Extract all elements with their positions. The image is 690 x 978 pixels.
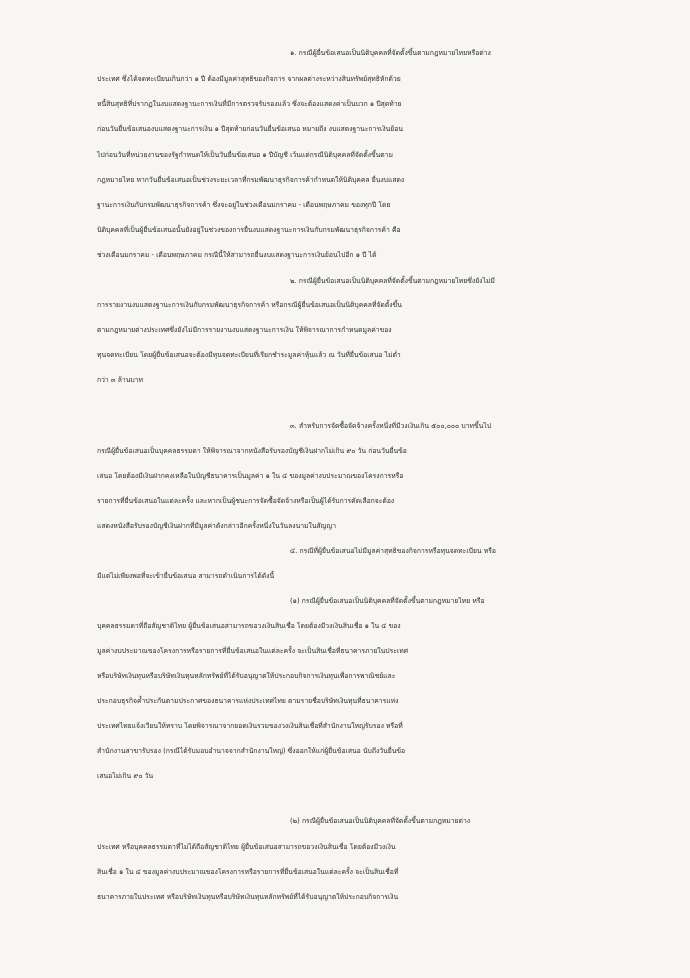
text-line: สินเชื่อ ๑ ใน ๔ ของมูลค่างบประมาณของโครงการหรือรายการที่ยื่นข้อเสนอในแต่ละครั้ง จะเป็นสินเชื่อที่ xyxy=(97,868,399,876)
text-line: ๒. กรณีผู้ยื่นข้อเสนอเป็นนิติบุคคลที่จัดตั้งขึ้นตามกฎหมายไทยซึ่งยังไม่มี xyxy=(290,277,495,285)
text-line: มีแต่ไม่เพียงพอที่จะเข้ายื่นข้อเสนอ สามารถดำเนินการได้ดังนี้ xyxy=(97,572,275,580)
text-line: บุคคลธรรมดาที่ถือสัญชาติไทย ผู้ยื่นข้อเสนอสามารถขอวงเงินสินเชื่อ โดยต้องมีวงเงินสินเชื่อ ๑ ใน ๔ ของ xyxy=(97,622,401,630)
text-line: กว่า ๓ ล้านบาท xyxy=(97,376,143,384)
text-line: (๒) กรณีผู้ยื่นข้อเสนอเป็นนิติบุคคลที่จัดตั้งขึ้นตามกฎหมายต่าง xyxy=(290,817,471,825)
text-line: ประเทศไทยแจ้งเวียนให้ทราบ โดยพิจารณาจากยอดเงินรวมของวงเงินสินเชื่อที่สำนักงานใหญ่รับรอง หรือที่ xyxy=(97,722,403,730)
text-line: เสนอไม่เกิน ๙๐ วัน xyxy=(97,772,154,780)
text-line: ธนาคารภายในประเทศ หรือบริษัทเงินทุนหรือบริษัทเงินทุนหลักทรัพย์ที่ได้รับอนุญาตให้ประกอบกิจการเงิน xyxy=(97,893,399,901)
text-line: เสนอ โดยต้องมีเงินฝากคงเหลือในบัญชีธนาคารเป็นมูลค่า ๑ ใน ๔ ของมูลค่างบประมาณของโครงการหรือ xyxy=(97,472,404,480)
text-line: ทุนจดทะเบียน โดยผู้ยื่นข้อเสนอจะต้องมีทุนจดทะเบียนที่เรียกชำระมูลค่าหุ้นแล้ว ณ วันที่ยื่นข้อเสนอ ไม่ต่ำ xyxy=(97,351,401,359)
text-line: (๑) กรณีผู้ยื่นข้อเสนอเป็นนิติบุคคลที่จัดตั้งขึ้นตามกฎหมายไทย หรือ xyxy=(290,597,485,605)
text-line: รายการที่ยื่นข้อเสนอในแต่ละครั้ง และหากเป็นผู้ชนะการจัดซื้อจัดจ้างหรือเป็นผู้ได้รับการคัดเลือกจะต้อง xyxy=(97,497,395,505)
text-line: ประเทศ ซึ่งได้จดทะเบียนเกินกว่า ๑ ปี ต้องมีมูลค่าสุทธิของกิจการ จากผลต่างระหว่างสินทรัพย์สุทธิหักด้วย xyxy=(97,75,401,83)
text-line: กรณีผู้ยื่นข้อเสนอเป็นบุคคลธรรมดา ให้พิจารณาจากหนังสือรับรองบัญชีเงินฝากไม่เกิน ๙๐ วัน ก่อนวันยื่นข้อ xyxy=(97,447,407,455)
text-line: กฎหมายไทย หากวันยื่นข้อเสนอเป็นช่วงระยะเวลาที่กรมพัฒนาธุรกิจการค้ากำหนดให้นิติบุคคล ยื่นงบแสดง xyxy=(97,176,405,184)
text-line: ๔. กรณีที่ผู้ยื่นข้อเสนอไม่มีมูลค่าสุทธิของกิจการหรือทุนจดทะเบียน หรือ xyxy=(290,547,496,555)
text-line: มูลค่างบประมาณของโครงการหรือรายการที่ยื่นข้อเสนอในแต่ละครั้ง จะเป็นสินเชื่อที่ธนาคารภายในประเทศ xyxy=(97,647,409,655)
text-line: ก่อนวันยื่นข้อเสนองบแสดงฐานะการเงิน ๑ ปีสุดท้ายก่อนวันยื่นข้อเสนอ หมายถึง งบแสดงฐานะการเงินย้อน xyxy=(97,125,404,133)
text-line: การรายงานงบแสดงฐานะการเงินกับกรมพัฒนาธุรกิจการค้า หรือกรณีผู้ยื่นข้อเสนอเป็นนิติบุคคลที่จัดตั้งขึ้น xyxy=(97,301,402,309)
text-line: ๓. สำหรับการจัดซื้อจัดจ้างครั้งหนึ่งที่มีวงเงินเกิน ๕๐๐,๐๐๐ บาทขึ้นไป xyxy=(290,422,492,430)
text-line: ประกอบธุรกิจค้ำประกันตามประกาศของธนาคารแห่งประเทศไทย ตามรายชื่อบริษัทเงินทุนที่ธนาคารแห่ง xyxy=(97,697,399,705)
text-line: ประเทศ หรือบุคคลธรรมดาที่ไม่ได้ถือสัญชาติไทย ผู้ยื่นข้อเสนอสามารถขอวงเงินสินเชื่อ โดยต้องมีวงเงิน xyxy=(97,843,396,851)
text-line: นิติบุคคลที่เป็นผู้ยื่นข้อเสนอนั้นยังอยู่ในช่วงของการยื่นงบแสดงฐานะการเงินกับกรมพัฒนาธุรกิจการค้า คือ xyxy=(97,226,401,234)
text-line: หรือบริษัทเงินทุนหรือบริษัทเงินทุนหลักทรัพย์ที่ได้รับอนุญาตให้ประกอบกิจการเงินทุนเพื่อการพาณิชย์และ xyxy=(97,672,396,680)
text-line: แสดงหนังสือรับรองบัญชีเงินฝากที่มีมูลค่าดังกล่าวอีกครั้งหนึ่งในวันลงนามในสัญญา xyxy=(97,522,337,530)
text-line: ๑. กรณีผู้ยื่นข้อเสนอเป็นนิติบุคคลที่จัดตั้งขึ้นตามกฎหมายไทยหรือต่าง xyxy=(290,49,491,57)
text-line: ไปก่อนวันที่หน่วยงานของรัฐกำหนดให้เป็นวันยื่นข้อเสนอ ๑ ปีบัญชี เว้นแต่กรณีนิติบุคคลที่จัดตั้งขึ้นตาม xyxy=(97,151,393,159)
text-line: ตามกฎหมายต่างประเทศซึ่งยังไม่มีการรายงานงบแสดงฐานะการเงิน ให้พิจารณาการกำหนดมูลค่าของ xyxy=(97,326,392,334)
text-line: สำนักงานสาขารับรอง (กรณีได้รับมอบอำนาจจากสำนักงานใหญ่) ซึ่งออกให้แก่ผู้ยื่นข้อเสนอ นับถึงวันยื่นข้อ xyxy=(97,747,406,755)
text-line: ฐานะการเงินกับกรมพัฒนาธุรกิจการค้า ซึ่งจะอยู่ในช่วงเดือนมกราคม - เดือนพฤษภาคม ของทุกปี โดย xyxy=(97,201,391,209)
text-line: ช่วงเดือนมกราคม - เดือนพฤษภาคม กรณีนี้ให้สามารถยื่นงบแสดงฐานะการเงินย้อนไปอีก ๑ ปี ได้ xyxy=(97,251,377,259)
text-line: หนี้สินสุทธิที่ปรากฏในงบแสดงฐานะการเงินที่มีการตรวจรับรองแล้ว ซึ่งจะต้องแสดงค่าเป็นบวก ๑ ปีสุดท้าย xyxy=(97,100,402,108)
